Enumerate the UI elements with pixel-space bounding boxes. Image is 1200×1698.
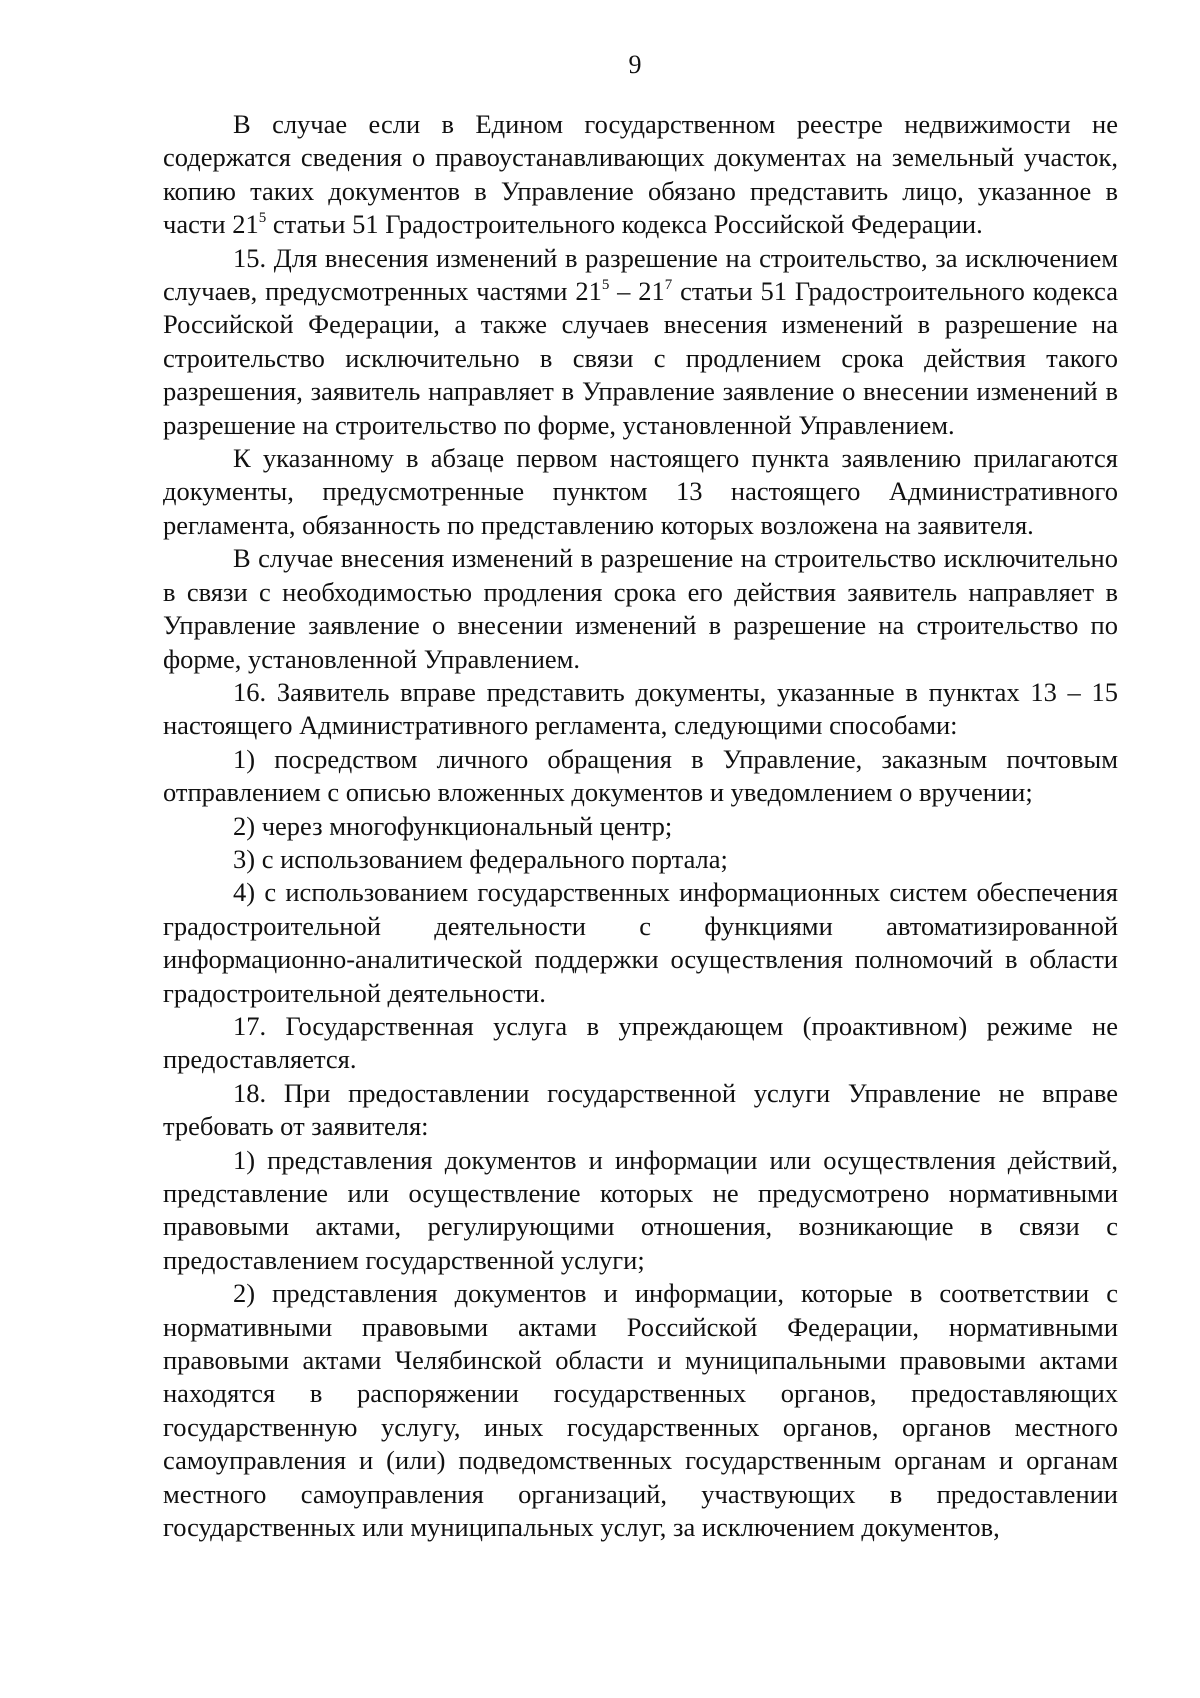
- paragraph-text: В случае если в Едином государственном реестре недвижимости не содержатся сведения о правоустанавливающих документах на земельный участок, копию таких документов в Управление обязано представить лицо, указанное в части 21: [163, 109, 1118, 240]
- paragraph-text: 15. Для внесения изменений в разрешение на строительство, за исключением случаев, предусмотренных частями 21: [163, 242, 1118, 307]
- list-item-16-2: 2) через многофункциональный центр;: [233, 810, 673, 841]
- paragraph-item-18: 18. При предоставлении государственной услуги Управление не вправе требовать от заявителя:: [163, 1077, 1118, 1142]
- paragraph-extension-case: В случае внесения изменений в разрешение на строительство исключительно в связи с необходимостью продления срока его действия заявитель направляет в Управление заявление о внесении изменений в разрешение на строительство по форме, установленной Управлением.: [163, 543, 1118, 674]
- list-item-16-1: 1) посредством личного обращения в Управление, заказным почтовым отправлением с описью вложенных документов и уведомлением о вручении;: [163, 743, 1118, 808]
- paragraph-item-17: 17. Государственная услуга в упреждающем (проактивном) режиме не предоставляется.: [163, 1010, 1118, 1075]
- superscript: 7: [664, 277, 673, 294]
- paragraph-text: – 21: [609, 276, 665, 307]
- list-item-18-1: 1) представления документов и информации или осуществления действий, представление или осуществление которых не предусмотрено нормативными правовыми актами, регулирующими отношения, возникающие в связи с предоставлением государственной услуги;: [163, 1144, 1118, 1275]
- page-number: 9: [628, 50, 642, 79]
- list-item-18-2: 2) представления документов и информации, которые в соответствии с нормативными правовыми актами Российской Федерации, нормативными правовыми актами Челябинской области и муниципальными правовыми актами находятся в распоряжении государственных органов, предоставляющих государственную услугу, иных государственных органов, органов местного самоуправления и (или) подведомственных государственным органам и органам местного самоуправления организаций, участвующих в предоставлении государственных или муниципальных услуг, за исключением документов,: [163, 1278, 1118, 1543]
- paragraph-text: статьи 51 Градостроительного кодекса Российской Федерации.: [266, 209, 983, 240]
- paragraph-item-16: 16. Заявитель вправе представить документы, указанные в пунктах 13 – 15 настоящего Административного регламента, следующими способами:: [163, 676, 1118, 741]
- paragraph-egrn-documents: [163, 108, 1118, 242]
- paragraph-item-15: [163, 242, 1118, 442]
- superscript: 5: [258, 210, 267, 227]
- superscript: 5: [601, 277, 610, 294]
- paragraph-attachments: К указанному в абзаце первом настоящего пункта заявлению прилагаются документы, предусмотренные пунктом 13 настоящего Административного регламента, обязанность по представлению которых возложена на заявителя.: [163, 443, 1118, 540]
- document-body: [163, 108, 1118, 1544]
- paragraph-text: статьи 51 Градостроительного кодекса Российской Федерации, а также случаев внесения изменений в разрешение на строительство исключительно в связи с продлением срока действия такого разрешения, заявитель направляет в Управление заявление о внесении изменений в разрешение на строительство по форме, установленной Управлением.: [163, 276, 1118, 440]
- list-item-16-4: 4) с использованием государственных информационных систем обеспечения градостроительной деятельности с функциями автоматизированной информационно-аналитической поддержки осуществления полномочий в области градостроительной деятельности.: [163, 877, 1118, 1008]
- list-item-16-3: 3) с использованием федерального портала;: [233, 843, 728, 874]
